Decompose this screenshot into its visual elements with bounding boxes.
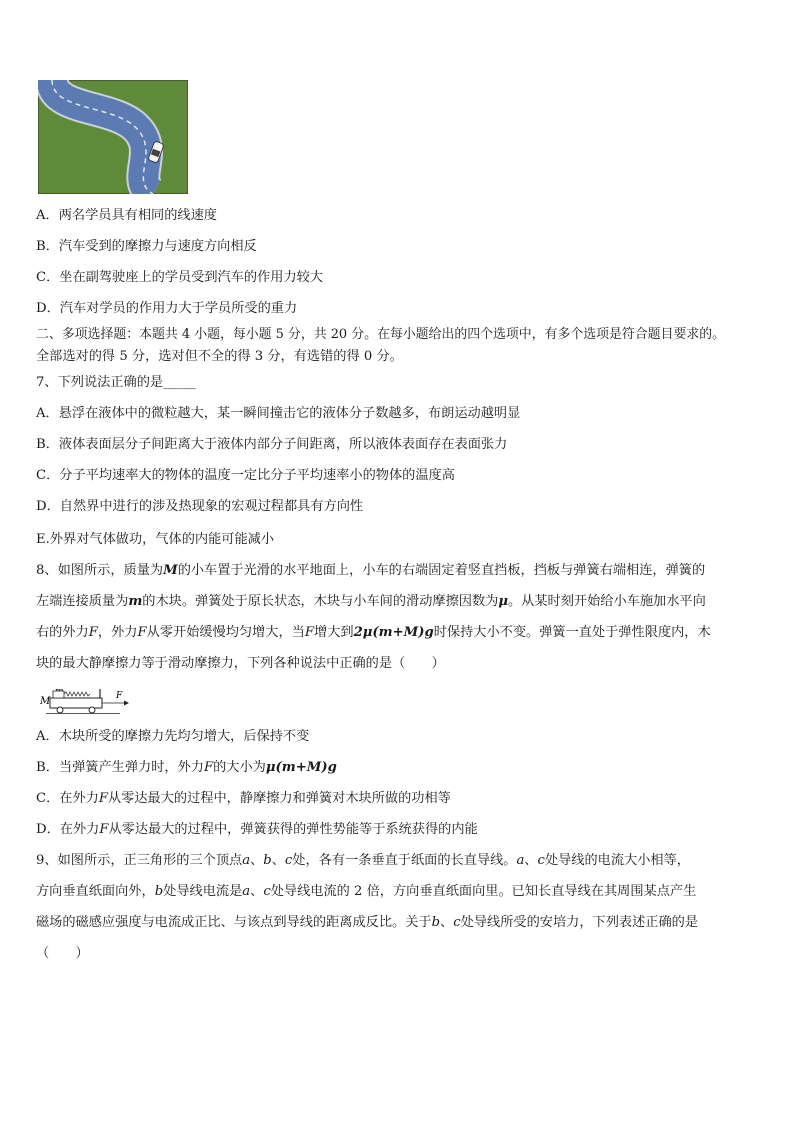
fig-label-F: F [116, 691, 123, 701]
section2-heading-line1: 二、多项选择题：本题共 4 小题，每小题 5 分，共 20 分。在每小题给出的四个选项中，有多个选项是符合题目要求的。 [36, 327, 726, 342]
q8-option-d: D．在外力F从零达最大的过程中，弹簧获得的弹性势能等于系统获得的内能 [36, 822, 478, 837]
q8-option-b: B．当弹簧产生弹力时，外力F的大小为μ(m+M)g [36, 760, 337, 775]
q7-option-c: C．分子平均速率大的物体的温度一定比分子平均速率小的物体的温度高 [36, 468, 455, 483]
winding-road-figure [38, 80, 188, 194]
fig-label-M: M [40, 696, 51, 707]
q6-option-d: D．汽车对学员的作用力大于学员所受的重力 [36, 301, 298, 316]
q7-stem: 7、下列说法正确的是_____ [36, 375, 197, 390]
section2-heading-line2: 全部选对的得 5 分，选对但不全的得 3 分，有选错的得 0 分。 [36, 349, 403, 364]
q8-option-c: C．在外力F从零达最大的过程中，静摩擦力和弹簧对木块所做的功相等 [36, 791, 451, 806]
q7-option-e: E.外界对气体做功，气体的内能可能减小 [36, 532, 275, 547]
q6-option-c: C．坐在副驾驶座上的学员受到汽车的作用力较大 [36, 270, 324, 285]
q9-line1: 9、如图所示，正三角形的三个顶点a、b、c处，各有一条垂直于纸面的长直导线。a、c处导线的电流大小相等， [36, 853, 690, 868]
q9-line3: 磁场的磁感应强度与电流成正比、与该点到导线的距离成反比。关于b、c处导线所受的安培力，下列表述正确的是 [36, 915, 699, 930]
q7-option-d: D．自然界中进行的涉及热现象的宏观过程都具有方向性 [36, 499, 364, 514]
q7-option-a: A．悬浮在液体中的微粒越大，某一瞬间撞击它的液体分子数越多，布朗运动越明显 [36, 406, 521, 421]
q8-line1: 8、如图所示，质量为M的小车置于光滑的水平地面上，小车的右端固定着竖直挡板，挡板与弹簧右端相连，弹簧的 [36, 563, 706, 578]
q9-line2: 方向垂直纸面向外，b处导线电流是a、c处导线电流的 2 倍，方向垂直纸面向里。已知长直导线在其周围某点产生 [36, 884, 697, 899]
q8-line2: 左端连接质量为m的木块。弹簧处于原长状态，木块与小车间的滑动摩擦因数为μ。从某时刻开始给小车施加水平向 [36, 594, 706, 609]
cart-spring-figure [40, 686, 140, 716]
q6-option-b: B．汽车受到的摩擦力与速度方向相反 [36, 239, 257, 254]
q9-line4: （ ） [36, 946, 89, 961]
q7-option-b: B．液体表面层分子间距离大于液体内部分子间距离，所以液体表面存在表面张力 [36, 437, 508, 452]
q6-option-a: A．两名学员具有相同的线速度 [36, 208, 217, 223]
q8-option-a: A．木块所受的摩擦力先均匀增大，后保持不变 [36, 729, 310, 744]
q8-line3: 右的外力F，外力F从零开始缓慢均匀增大，当F增大到2μ(m+M)g时保持大小不变。弹簧一直处于弹性限度内，木 [36, 625, 711, 640]
q8-line4: 块的最大静摩擦力等于滑动摩擦力，下列各种说法中正确的是（ ） [36, 656, 445, 671]
